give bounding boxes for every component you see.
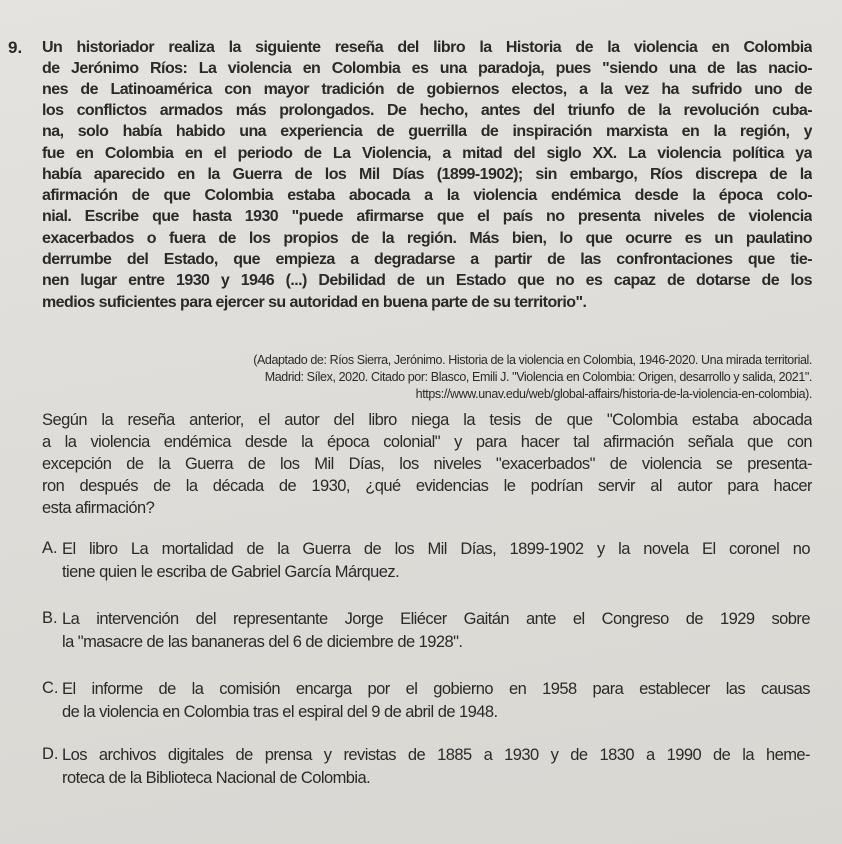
prompt-line: esta afirmación? bbox=[42, 499, 155, 517]
stem-line: na, solo había habido una experiencia de guerrilla de inspiración marxista en la región, y bbox=[42, 123, 812, 140]
stem-line: nes de Latinoamérica con mayor tradición de gobiernos electos, a la vez ha sufrido uno de bbox=[42, 81, 812, 98]
stem-line: nial. Escribe que hasta 1930 "puede afirmarse que el país no presenta niveles de violencia bbox=[42, 208, 812, 225]
stem-line: los conflictos armados más prolongados. De hecho, antes del triunfo de la revolución cuba- bbox=[42, 102, 812, 119]
citation-line: Madrid: Sílex, 2020. Citado por: Blasco, Emili J. "Violencia en Colombia: Origen, desarrollo y salida, 2021". bbox=[264, 370, 812, 384]
stem-line: fue en Colombia en el periodo de La Violencia, a mitad del siglo XX. La violencia política ya bbox=[42, 145, 812, 162]
prompt-line: excepción de la Guerra de los Mil Días, los niveles "exacerbados" de violencia se presenta- bbox=[42, 455, 812, 473]
citation-line: https://www.unav.edu/web/global-affairs/historia-de-la-violencia-en-colombia). bbox=[415, 387, 812, 401]
option-text: El libro La mortalidad de la Guerra de los Mil Días, 1899-1902 y la novela El coronel no bbox=[62, 540, 810, 558]
stem-line: de Jerónimo Ríos: La violencia en Colombia es una paradoja, pues "siendo una de las nacio- bbox=[42, 60, 812, 77]
stem-line: exacerbados o fuera de los propios de la región. Más bien, lo que ocurre es un paulatino bbox=[42, 230, 812, 247]
prompt-line: ron después de la década de 1930, ¿qué evidencias le podrían servir al autor para hacer bbox=[42, 477, 812, 495]
stem-line: derrumbe del Estado, que empieza a degradarse a partir de las confrontaciones que tie- bbox=[42, 251, 812, 268]
option-letter: A. bbox=[42, 539, 58, 557]
option-text: de la violencia en Colombia tras el espiral del 9 de abril de 1948. bbox=[62, 703, 498, 721]
citation-line: (Adaptado de: Ríos Sierra, Jerónimo. Historia de la violencia en Colombia, 1946-2020. Una mirada territorial. bbox=[253, 353, 812, 367]
stem-line: afirmación de que Colombia estaba abocada a la violencia endémica desde la época colo- bbox=[42, 187, 812, 204]
option-text: La intervención del representante Jorge Eliécer Gaitán ante el Congreso de 1929 sobre bbox=[62, 610, 810, 628]
option-text: la "masacre de las bananeras del 6 de diciembre de 1928". bbox=[62, 633, 463, 651]
question-number: 9. bbox=[8, 38, 23, 57]
prompt-line: a la violencia endémica desde la época colonial" y para hacer tal afirmación señala que con bbox=[42, 433, 812, 451]
stem-line: Un historiador realiza la siguiente reseña del libro la Historia de la violencia en Colombia bbox=[42, 39, 812, 56]
stem-line: había aparecido en la Guerra de los Mil Días (1899-1902); sin embargo, Ríos discrepa de la bbox=[42, 166, 812, 183]
option-letter: C. bbox=[42, 679, 59, 697]
option-text: roteca de la Biblioteca Nacional de Colombia. bbox=[62, 769, 371, 787]
option-letter: D. bbox=[42, 745, 59, 763]
option-text: El informe de la comisión encarga por el gobierno en 1958 para establecer las causas bbox=[62, 680, 810, 698]
stem-line: nen lugar entre 1930 y 1946 (...) Debilidad de un Estado que no es capaz de dotarse de los bbox=[42, 272, 812, 289]
option-text: tiene quien le escriba de Gabriel García Márquez. bbox=[62, 563, 400, 581]
stem-line: medios suficientes para ejercer su autoridad en buena parte de su territorio". bbox=[42, 294, 587, 311]
prompt-line: Según la reseña anterior, el autor del libro niega la tesis de que "Colombia estaba abocada bbox=[42, 411, 812, 429]
option-text: Los archivos digitales de prensa y revistas de 1885 a 1930 y de 1830 a 1990 de la heme- bbox=[62, 746, 810, 764]
option-letter: B. bbox=[42, 609, 58, 627]
